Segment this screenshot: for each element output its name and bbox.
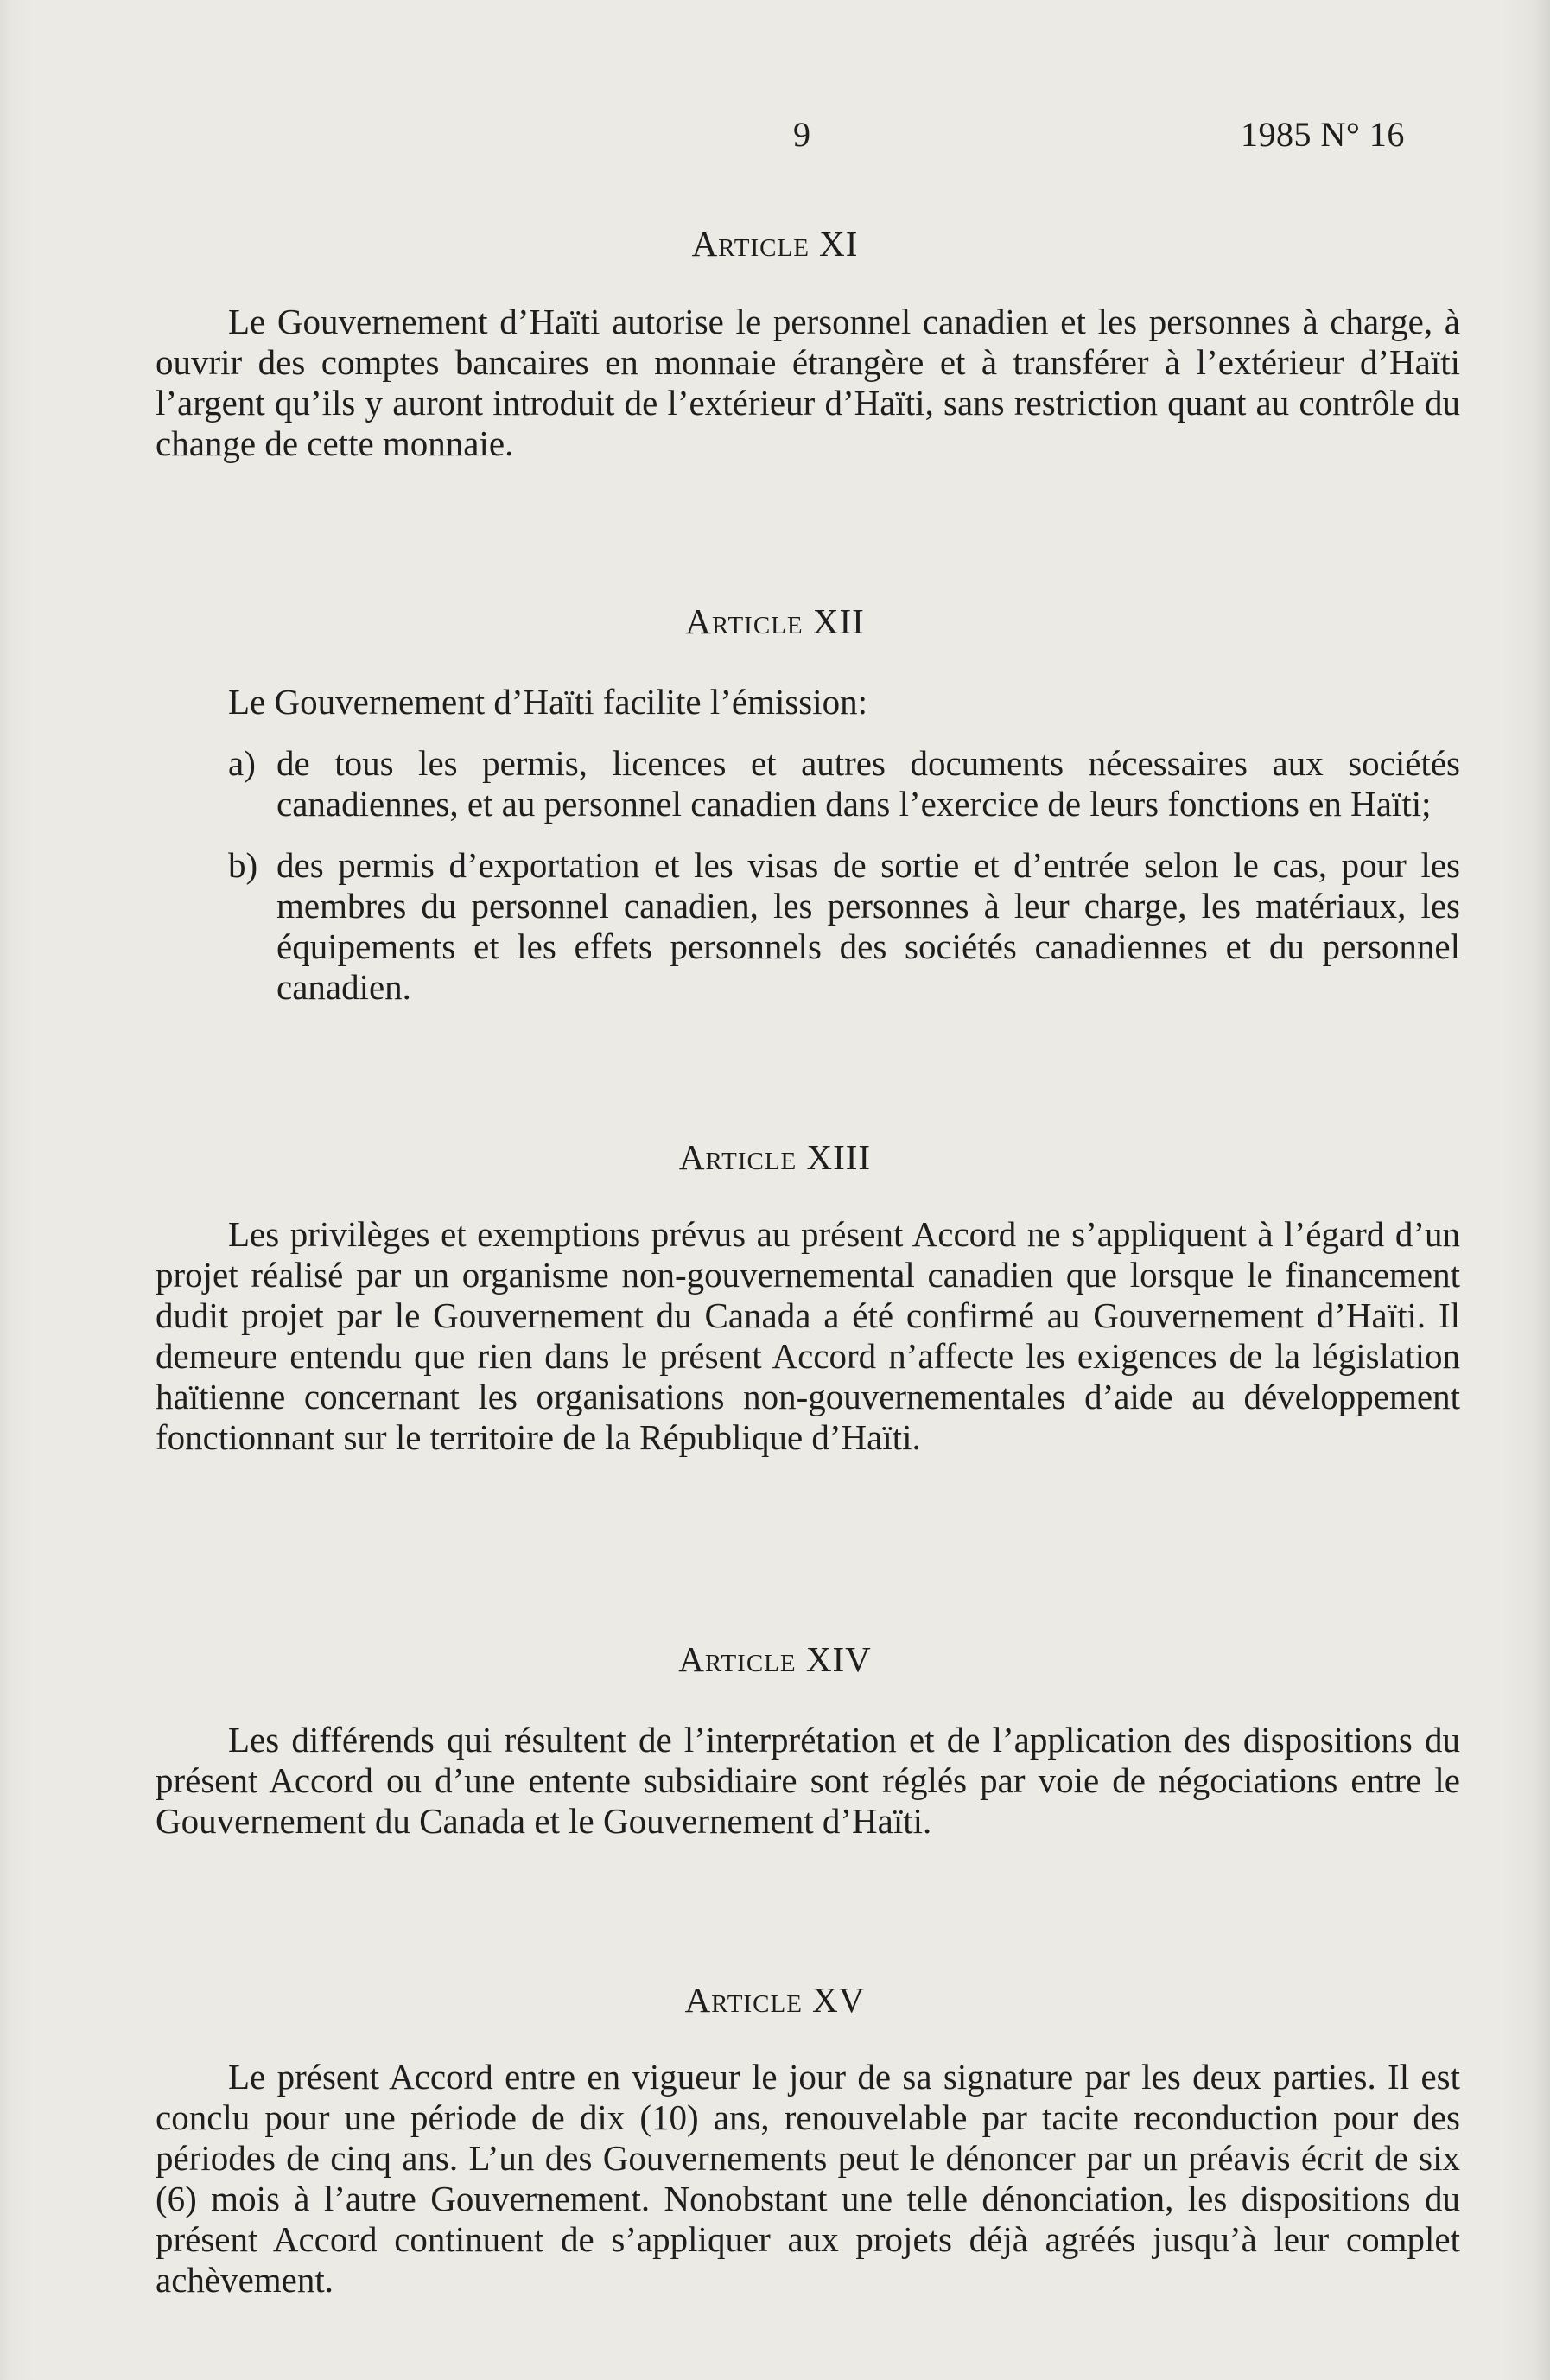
item-label-a: a) — [228, 743, 256, 783]
year-and-number: 1985 N° 16 — [1241, 115, 1405, 154]
article-xv-body — [156, 2057, 1460, 2300]
article-xii-intro: Le Gouvernement d’Haïti facilite l’émission: — [228, 682, 868, 722]
item-text-b: des permis d’exportation et les visas de sortie et d’entrée selon le cas, pour les membres du personnel canadien, les personnes à leur charge, les matériaux, les équipements et les effets personnels des sociétés canadiennes et du personnel canadien. — [276, 845, 1460, 1007]
article-xii-title: Article XII — [685, 601, 865, 641]
article-xiii-title: Article XIII — [678, 1137, 872, 1177]
article-xv-paragraph: Le présent Accord entre en vigueur le jour de sa signature par les deux parties. Il est conclu pour une période de dix (10) ans, renouvelable par tacite reconduction pour des périodes de cinq ans. L’un des Gouvernements peut le dénoncer par un préavis écrit de six (6) mois à l’autre Gouvernement. Nonobstant une telle dénonciation, les dispositions du présent Accord continuent de s’appliquer aux projets déjà agréés jusqu’à leur complet achèvement. — [156, 2057, 1460, 2300]
article-xii-item-b — [156, 845, 1460, 1008]
article-xi-body — [156, 302, 1460, 464]
article-xi-paragraph: Le Gouvernement d’Haïti autorise le personnel canadien et les personnes à charge, à ouvrir des comptes bancaires en monnaie étrangère et à transférer à l’extérieur d’Haïti l’argent qu’ils y auront introduit de l’extérieur d’Haïti, sans restriction quant au contrôle du change de cette monnaie. — [156, 302, 1460, 463]
article-xii-item-a — [156, 743, 1460, 824]
page-number: 9 — [793, 115, 811, 154]
article-xiv-body — [156, 1720, 1460, 1842]
article-xiii-body — [156, 1214, 1460, 1458]
article-xiv-title: Article XIV — [678, 1639, 872, 1679]
article-xv-title: Article XV — [684, 1980, 866, 2020]
article-xiii-paragraph: Les privilèges et exemptions prévus au présent Accord ne s’appliquent à l’égard d’un projet réalisé par un organisme non-gouvernemental canadien que lorsque le financement dudit projet par le Gouvernement du Canada a été confirmé au Gouvernement d’Haïti. Il demeure entendu que rien dans le présent Accord n’affecte les exigences de la législation haïtienne concernant les organisations non-gouvernementales d’aide au développement fonctionnant sur le territoire de la République d’Haïti. — [156, 1214, 1460, 1457]
article-xii-body — [156, 682, 1460, 1008]
item-text-a: de tous les permis, licences et autres documents nécessaires aux sociétés canadiennes, et au personnel canadien dans l’exercice de leurs fonctions en Haïti; — [276, 743, 1460, 824]
article-xiv-paragraph: Les différends qui résultent de l’interprétation et de l’application des dispositions du présent Accord ou d’une entente subsidiaire sont réglés par voie de négociations entre le Gouvernement du Canada et le Gouvernement d’Haïti. — [156, 1720, 1460, 1841]
article-xi-title: Article XI — [691, 224, 859, 264]
item-label-b: b) — [228, 845, 258, 885]
